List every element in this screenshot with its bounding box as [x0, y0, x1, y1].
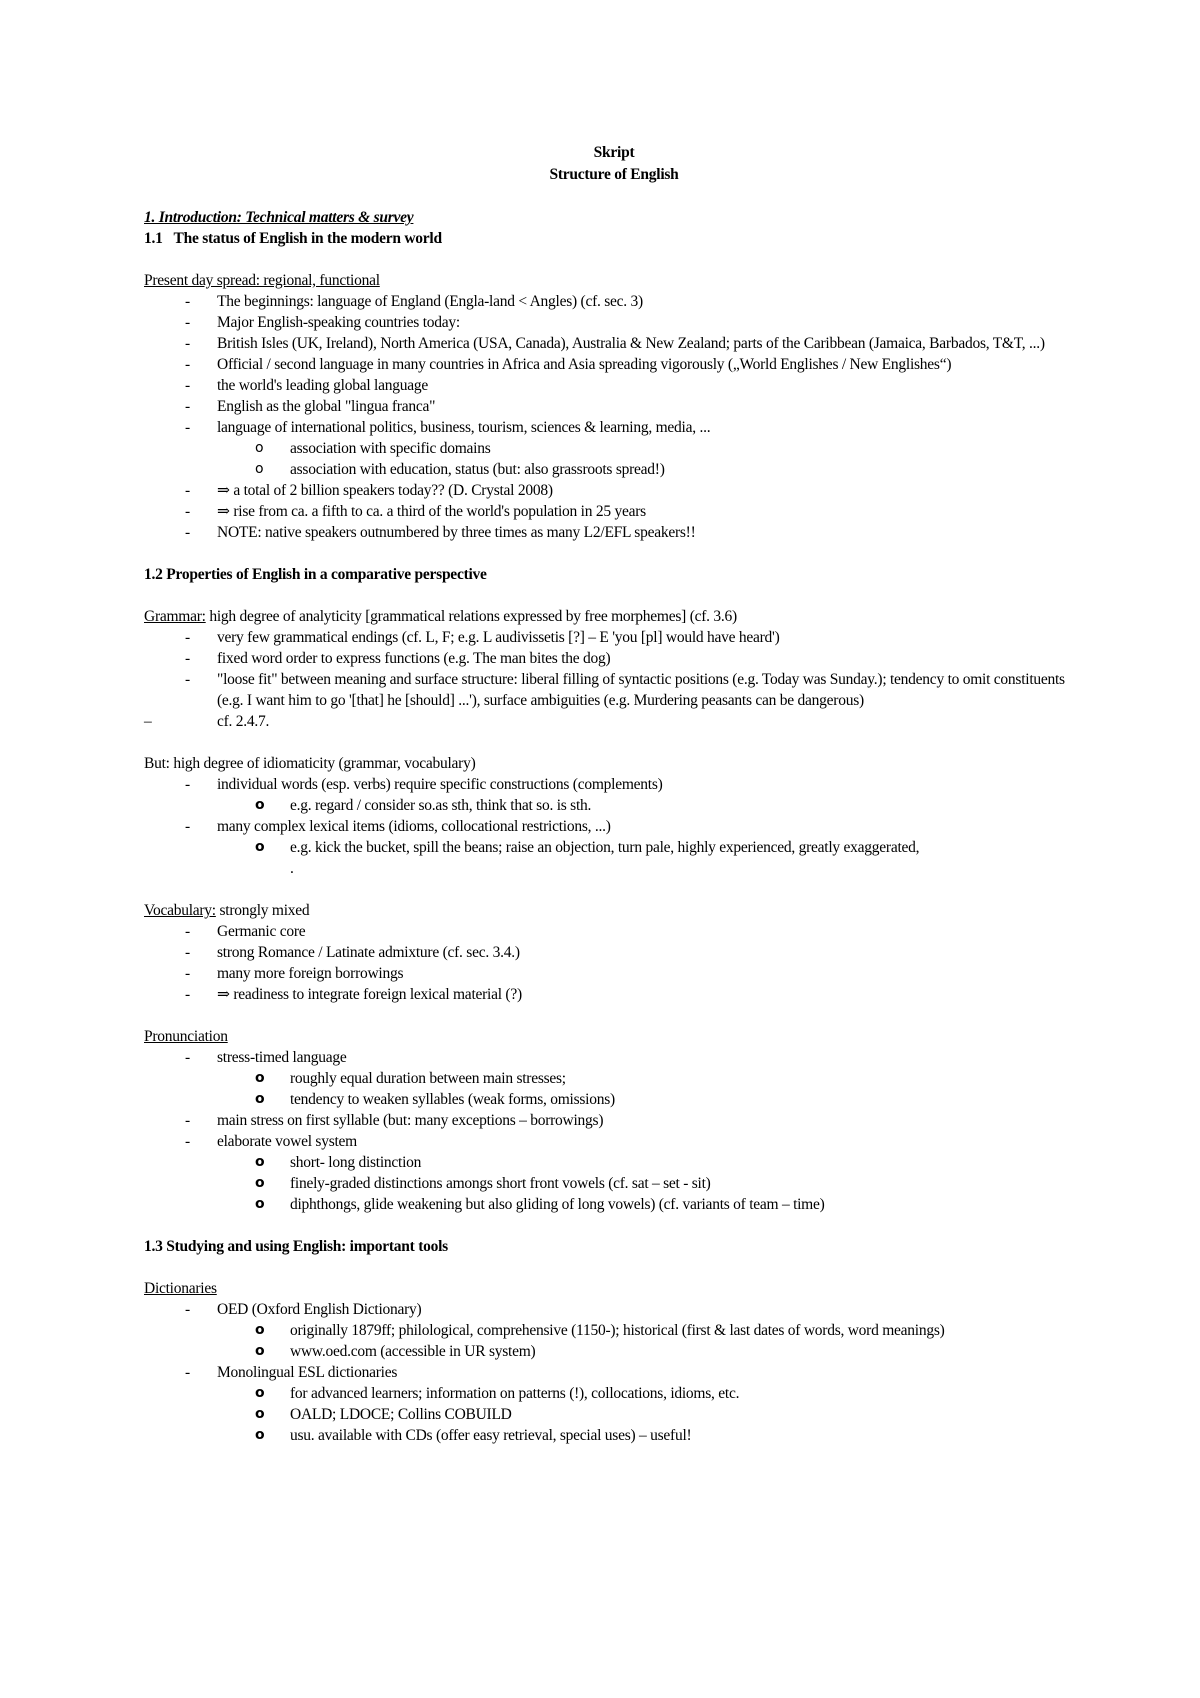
list-item: - many complex lexical items (idioms, collocational restrictions, ...) — [185, 818, 611, 835]
list-item: - elaborate vowel system — [185, 1133, 357, 1150]
sub-list-item: o diphthongs, glide weakening but also gliding of long vowels) (cf. variants of team – time) — [255, 1196, 825, 1213]
list-item: - ⇒ readiness to integrate foreign lexical material (?) — [185, 986, 522, 1003]
sub-list-item: o originally 1879ff; philological, comprehensive (1150-); historical (first & last dates of words, word meanings) — [255, 1322, 945, 1339]
list-item: - English as the global "lingua franca" — [185, 398, 436, 415]
list-item: - fixed word order to express functions (e.g. The man bites the dog) — [185, 650, 611, 667]
list-item: - individual words (esp. verbs) require specific constructions (complements) — [185, 776, 663, 793]
vocabulary-paragraph: Vocabulary: strongly mixed — [144, 902, 310, 919]
document-page — [144, 142, 1084, 1446]
sub-list-item: o tendency to weaken syllables (weak forms, omissions) — [255, 1091, 615, 1108]
sub-list-item: o finely-graded distinctions amongs short front vowels (cf. sat – set - sit) — [255, 1175, 711, 1192]
sub-list-item: o e.g. regard / consider so.as sth, think that so. is sth. — [255, 797, 592, 814]
section-1-1-heading: 1.1 The status of English in the modern world — [144, 230, 442, 247]
sub-list-item: o short- long distinction — [255, 1154, 422, 1171]
sub-list-item: o www.oed.com (accessible in UR system) — [255, 1343, 536, 1360]
idiomaticity-paragraph: But: high degree of idiomaticity (grammar, vocabulary) — [144, 755, 476, 772]
pronunciation-heading: Pronunciation — [144, 1028, 228, 1045]
section-1-3-heading: 1.3 Studying and using English: important tools — [144, 1238, 448, 1255]
list-item: - OED (Oxford English Dictionary) — [185, 1301, 422, 1318]
subhead-present-day-spread: Present day spread: regional, functional — [144, 272, 380, 289]
list-item: - "loose fit" between meaning and surface structure: liberal filling of syntactic positions (e.g. Today was Sunday.); tendency to omit constituents (e.g. I want him to go '[that] he [should] ...'), surface ambiguities (e.g. Murdering peasants can be dangerous) — [185, 671, 1065, 709]
list-item: - ⇒ a total of 2 billion speakers today?? (D. Crystal 2008) — [185, 482, 553, 499]
list-item: - British Isles (UK, Ireland), North America (USA, Canada), Australia & New Zealand; parts of the Caribbean (Jamaica, Barbados, T&T, ...) — [185, 335, 1045, 352]
sub-list-item: o association with education, status (but: also grassroots spread!) — [255, 461, 665, 478]
sub-list-item: o for advanced learners; information on patterns (!), collocations, idioms, etc. — [255, 1385, 740, 1402]
sub-list-item: o OALD; LDOCE; Collins COBUILD — [255, 1406, 512, 1423]
list-item: - strong Romance / Latinate admixture (cf. sec. 3.4.) — [185, 944, 520, 961]
list-item: - The beginnings: language of England (Engla-land < Angles) (cf. sec. 3) — [185, 293, 643, 310]
list-item: - the world's leading global language — [185, 377, 428, 394]
list-item: - language of international politics, business, tourism, sciences & learning, media, ... — [185, 419, 711, 436]
sub-list-item: o association with specific domains — [255, 440, 491, 457]
list-item: - ⇒ rise from ca. a fifth to ca. a third of the world's population in 25 years — [185, 503, 646, 520]
chapter-heading: 1. Introduction: Technical matters & survey — [144, 209, 414, 226]
list-item: - NOTE: native speakers outnumbered by three times as many L2/EFL speakers!! — [185, 524, 696, 541]
document-subtitle: Structure of English — [549, 166, 679, 183]
grammar-paragraph: Grammar: high degree of analyticity [grammatical relations expressed by free morphemes] (cf. 3.6) — [144, 608, 737, 625]
list-item: - very few grammatical endings (cf. L, F; e.g. L audivissetis [?] – E 'you [pl] would have heard') — [185, 629, 780, 646]
list-item: - Germanic core — [185, 923, 306, 940]
list-item: – cf. 2.4.7. — [144, 713, 270, 730]
list-item: - Official / second language in many countries in Africa and Asia spreading vigorously („World Englishes / New Englishes“) — [185, 356, 952, 373]
list-item: - many more foreign borrowings — [185, 965, 404, 982]
sub-list-item: o roughly equal duration between main stresses; — [255, 1070, 566, 1087]
sub-list-item: o usu. available with CDs (offer easy retrieval, special uses) – useful! — [255, 1427, 692, 1444]
sub-list-item: o e.g. kick the bucket, spill the beans; raise an objection, turn pale, highly experienced, greatly exaggerated, — [255, 839, 920, 856]
dictionaries-heading: Dictionaries — [144, 1280, 217, 1297]
list-item: - stress-timed language — [185, 1049, 347, 1066]
list-item: - Major English-speaking countries today: — [185, 314, 460, 331]
continuation-dot: . — [290, 860, 294, 877]
section-1-2-heading: 1.2 Properties of English in a comparative perspective — [144, 566, 487, 583]
list-item: - main stress on first syllable (but: many exceptions – borrowings) — [185, 1112, 604, 1129]
document-title: Skript — [593, 144, 635, 161]
list-item: - Monolingual ESL dictionaries — [185, 1364, 398, 1381]
